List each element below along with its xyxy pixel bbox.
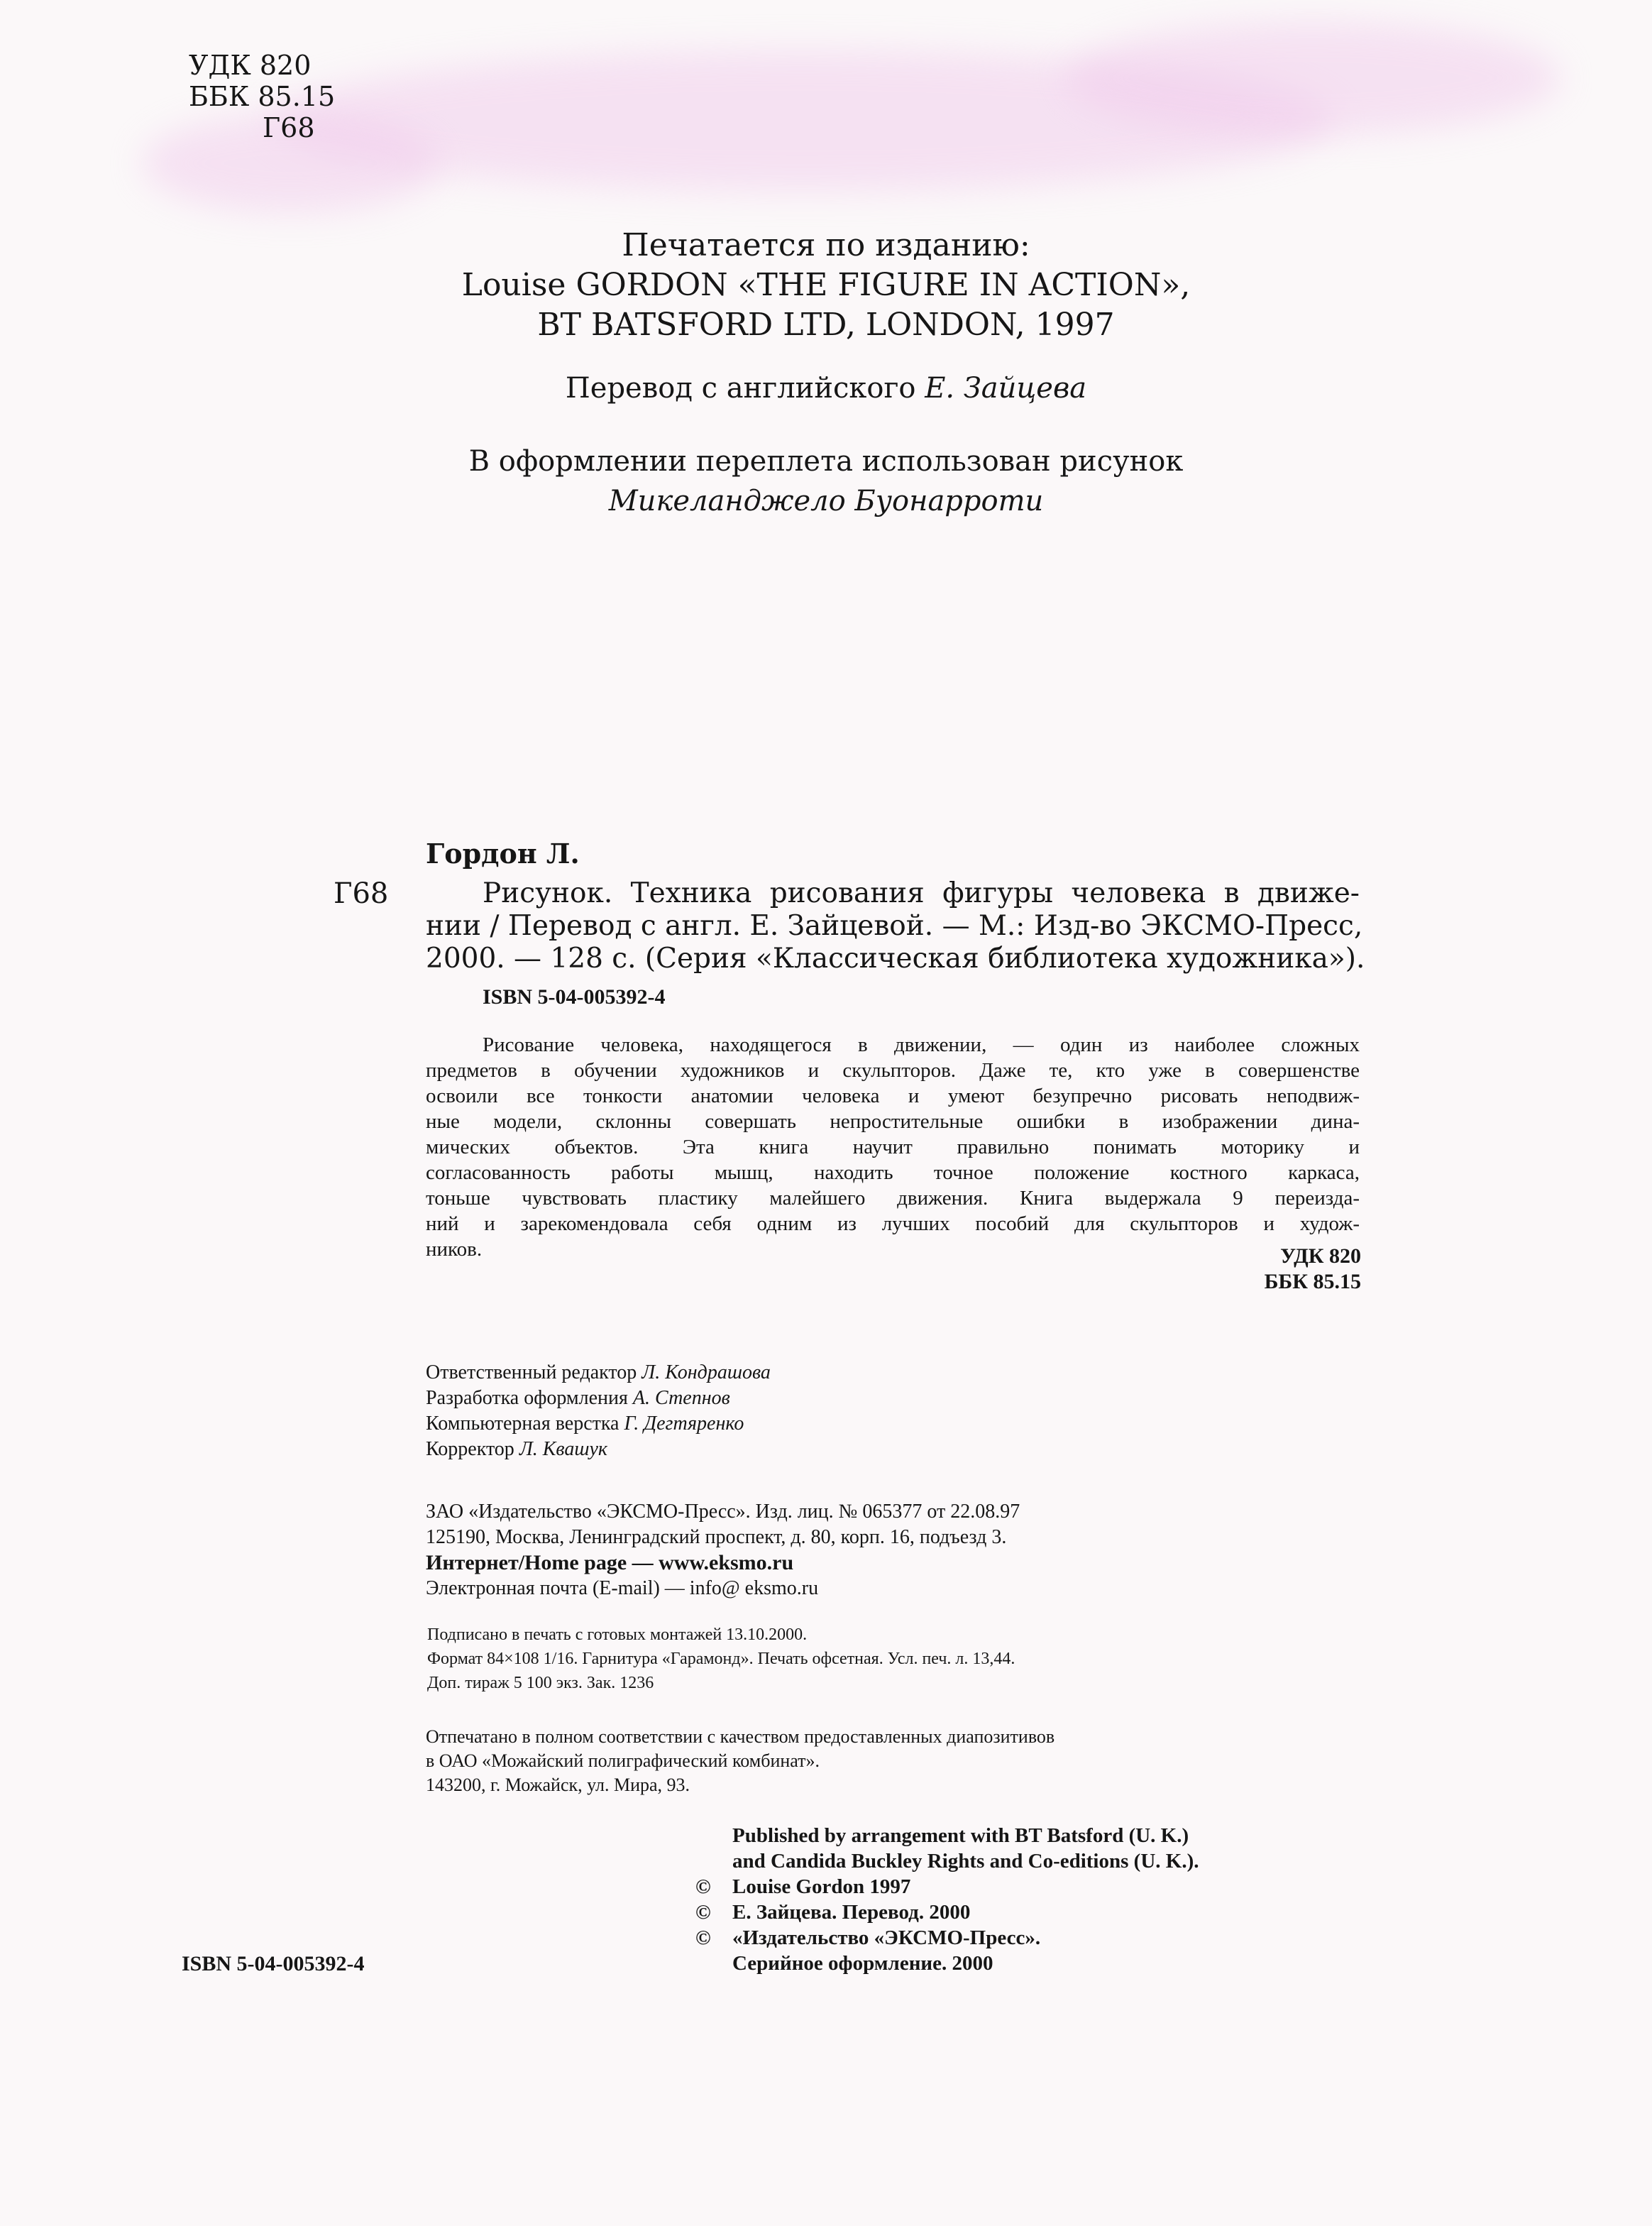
source-line: BT BATSFORD LTD, LONDON, 1997	[537, 307, 1115, 343]
publisher-website: Интернет/Home page — www.eksmo.ru	[426, 1551, 794, 1574]
copyright-block	[695, 1823, 1199, 1976]
author-mark: Г68	[263, 112, 315, 143]
staff-row	[426, 1411, 771, 1437]
cover-note-text: В оформлении переплета использован рисунок	[468, 445, 1184, 478]
translator-name: Е. Зайцева	[925, 372, 1087, 405]
source-line: Louise GORDON «THE FIGURE IN ACTION»,	[461, 267, 1191, 303]
print-info	[427, 1623, 1015, 1695]
publisher-info	[426, 1499, 1020, 1601]
abstract-line: ников.	[426, 1238, 483, 1261]
abstract-line: Рисование человека, находящегося в движении, — один из наиболее сложных	[483, 1034, 1360, 1056]
printer-line: в ОАО «Можайский полиграфический комбинат».	[426, 1750, 820, 1771]
abstract-line: ний и зарекомендовала себя одним из лучших пособий для скульпторов и худож-	[426, 1212, 1360, 1235]
translation-prefix: Перевод с английского	[565, 372, 916, 405]
staff-row	[426, 1386, 771, 1411]
staff-credits	[426, 1360, 771, 1462]
copyright-item: © Louise Gordon 1997	[695, 1875, 911, 1898]
arrangement-line: and Candida Buckley Rights and Co-editions (U. K.).	[732, 1850, 1199, 1873]
printer-line: 143200, г. Можайск, ул. Мира, 93.	[426, 1775, 690, 1795]
publisher-license: ЗАО «Издательство «ЭКСМО-Пресс». Изд. лиц. № 065377 от 22.08.97	[426, 1501, 1020, 1523]
printer-line: Отпечатано в полном соответствии с качеством предоставленных диапозитивов	[426, 1726, 1055, 1747]
catalog-mark: Г68	[334, 877, 389, 910]
staff-role: Корректор	[426, 1438, 514, 1460]
staff-name: Л. Кондрашова	[641, 1361, 771, 1383]
staff-row	[426, 1360, 771, 1386]
abstract-line: предметов в обучении художников и скульпторов. Даже те, кто уже в совершенстве	[426, 1059, 1360, 1082]
cover-note	[0, 442, 1652, 521]
publisher-address: 125190, Москва, Ленинградский проспект, д. 80, корп. 16, подъезд 3.	[426, 1526, 1007, 1548]
catalog-bbk: ББК 85.15	[1264, 1270, 1361, 1293]
cover-artist: Микеланджело Буонарроти	[608, 485, 1044, 517]
catalog-abstract	[426, 1032, 1360, 1262]
catalog-author: Гордон Л.	[426, 838, 580, 870]
description-line: 2000. — 128 с. (Серия «Классическая библиотека художника»).	[426, 943, 1365, 975]
arrangement-line: Published by arrangement with BT Batsford (U. K.)	[732, 1824, 1189, 1847]
catalog-udk: УДК 820	[1280, 1244, 1361, 1268]
staff-row	[426, 1437, 771, 1462]
catalog-isbn: ISBN 5-04-005392-4	[483, 985, 666, 1009]
bbk-code: ББК 85.15	[189, 81, 336, 112]
staff-name: Л. Квашук	[519, 1438, 607, 1460]
abstract-line: ные модели, склонны совершать непростительные ошибки в изображении дина-	[426, 1110, 1360, 1133]
translation-credit	[0, 371, 1652, 406]
source-line: Печатается по изданию:	[622, 227, 1030, 263]
classification-codes	[189, 50, 335, 143]
copyright-icon: ©	[695, 1926, 711, 1949]
abstract-line: освоили все тонкости анатомии человека и умеют безупречно рисовать неподвиж-	[426, 1085, 1360, 1107]
printer-info	[426, 1725, 1054, 1797]
scan-tint	[1064, 21, 1561, 135]
catalog-description	[426, 877, 1365, 975]
abstract-line: согласованность работы мышц, находить точное положение костного каркаса,	[426, 1161, 1360, 1184]
print-line: Подписано в печать с готовых монтажей 13.10.2000.	[427, 1625, 808, 1644]
staff-role: Компьютерная верстка	[426, 1413, 620, 1435]
abstract-line: тоньше чувствовать пластику малейшего движения. Книга выдержала 9 переизда-	[426, 1187, 1360, 1210]
source-edition	[0, 226, 1652, 345]
print-line: Формат 84×108 1/16. Гарнитура «Гарамонд». Печать офсетная. Усл. печ. л. 13,44.	[427, 1650, 1015, 1668]
copyright-icon: ©	[695, 1901, 711, 1924]
copyright-item: © Е. Зайцева. Перевод. 2000	[695, 1901, 971, 1924]
copyright-series-line: Серийное оформление. 2000	[732, 1952, 993, 1975]
print-line: Доп. тираж 5 100 экз. Зак. 1236	[427, 1674, 654, 1692]
staff-name: А. Степнов	[632, 1387, 730, 1409]
staff-role: Ответственный редактор	[426, 1361, 637, 1383]
publisher-email: Электронная почта (E-mail) — info@ eksmo.ru	[426, 1577, 819, 1599]
description-line: Рисунок. Техника рисования фигуры человека в движе-	[483, 877, 1360, 909]
staff-name: Г. Дегтяренко	[624, 1413, 744, 1435]
copyright-item: © «Издательство «ЭКСМО-Пресс».	[695, 1926, 1041, 1949]
abstract-line: мических объектов. Эта книга научит правильно понимать моторику и	[426, 1136, 1360, 1158]
description-line: нии / Перевод с англ. Е. Зайцевой. — М.: Изд-во ЭКСМО-Пресс,	[426, 910, 1363, 942]
footer-isbn: ISBN 5-04-005392-4	[182, 1952, 365, 1975]
staff-role: Разработка оформления	[426, 1387, 628, 1409]
udk-code: УДК 820	[189, 50, 312, 81]
catalog-codes	[1265, 1244, 1361, 1295]
copyright-icon: ©	[695, 1875, 711, 1898]
